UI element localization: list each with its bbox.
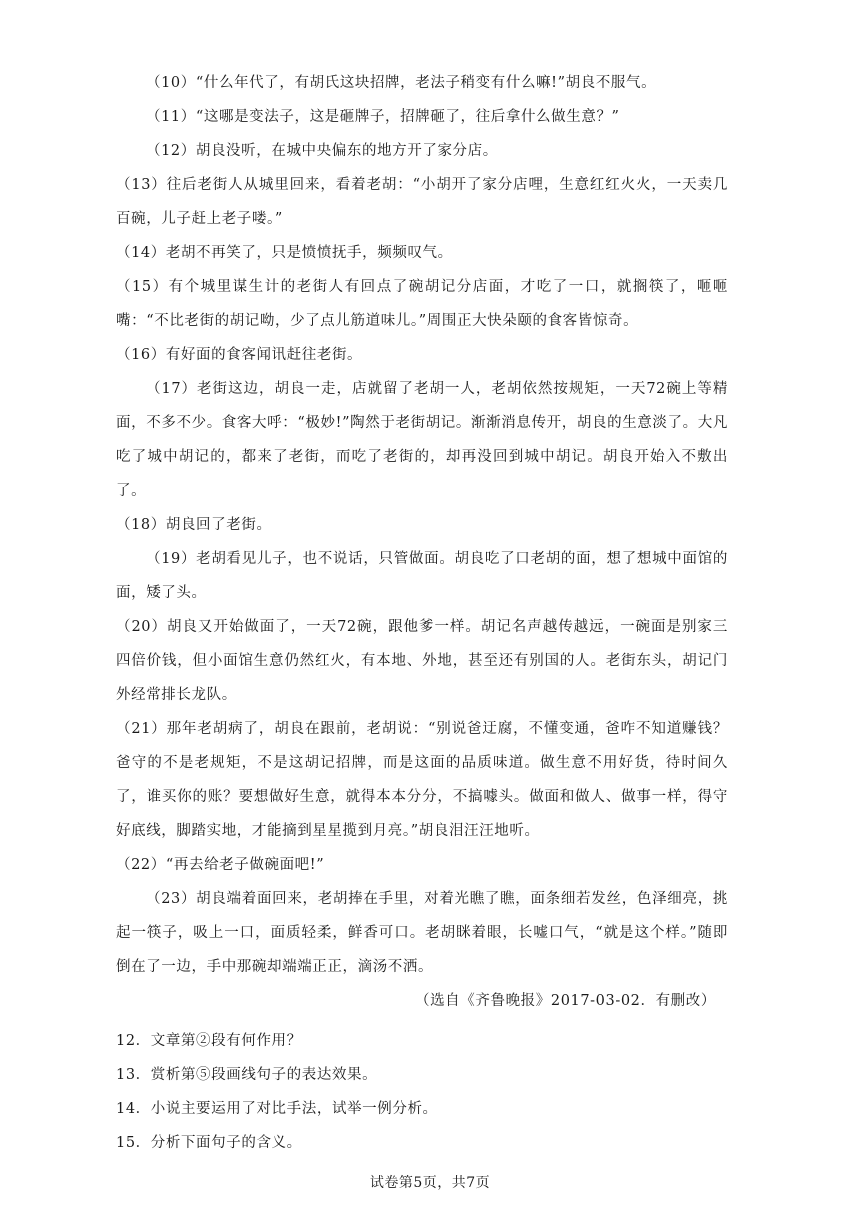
- paragraph-p23: （23）胡良端着面回来，老胡捧在手里，对着光瞧了瞧，面条细若发丝，色泽细亮，挑起一筷子，吸上一口，面质轻柔，鲜香可口。老胡眯着眼，长嘘口气，“就是这个样。”随即倒在了一边，手中那碗却端端正正，滴汤不洒。: [116, 891, 728, 975]
- question-list: [116, 1024, 728, 1160]
- question-item: 12．文章第②段有何作用？: [116, 1033, 302, 1049]
- article-source: （选自《齐鲁晚报》2017-03-02．有删改）: [414, 993, 716, 1009]
- paragraph-p18: （18）胡良回了老街。: [116, 517, 272, 533]
- story-paragraphs: [116, 66, 728, 984]
- paragraph-p19: （19）老胡看见儿子，也不说话，只管做面。胡良吃了口老胡的面，想了想城中面馆的面，矮了头。: [116, 551, 728, 601]
- paragraph-p12: （12）胡良没听，在城中央偏东的地方开了家分店。: [146, 143, 498, 159]
- page-footer: 试卷第5页，共7页: [369, 1175, 491, 1191]
- paragraph-p14: （14）老胡不再笑了，只是愤愤抚手，频频叹气。: [116, 245, 453, 261]
- paragraph-p17: （17）老街这边，胡良一走，店就留了老胡一人，老胡依然按规矩，一天72碗上等精面，不多不少。食客大呼：“极妙!”陶然于老街胡记。渐渐消息传开，胡良的生意淡了。大凡吃了城中胡记的，都来了老街，而吃了老街的，却再没回到城中胡记。胡良开始入不敷出了。: [116, 381, 728, 499]
- paragraph-p20: （20）胡良又开始做面了，一天72碗，跟他爹一样。胡记名声越传越远，一碗面是别家三四倍价钱，但小面馆生意仍然红火，有本地、外地，甚至还有别国的人。老街东头，胡记门外经常排长龙队。: [116, 619, 728, 703]
- question-item: 15．分析下面句子的含义。: [116, 1135, 302, 1151]
- question-item: 13．赏析第⑤段画线句子的表达效果。: [116, 1067, 378, 1083]
- paragraph-p13: （13）往后老街人从城里回来，看着老胡：“小胡开了家分店哩，生意红红火火，一天卖几百碗，儿子赶上老子喽。”: [116, 177, 728, 227]
- paragraph-p21: （21）那年老胡病了，胡良在跟前，老胡说：“别说爸迂腐，不懂变通，爸咋不知道赚钱？爸守的不是老规矩，不是这胡记招牌，而是这面的品质味道。做生意不用好货，待时间久了，谁买你的账？要想做好生意，就得本本分分，不搞噱头。做面和做人、做事一样，得守好底线，脚踏实地，才能摘到星星揽到月亮。”胡良泪汪汪地听。: [116, 721, 728, 839]
- article-body: [116, 66, 728, 1160]
- paragraph-p11: （11）“这哪是变法子，这是砸牌子，招牌砸了，往后拿什么做生意？”: [146, 109, 620, 125]
- question-item: 14．小说主要运用了对比手法，试举一例分析。: [116, 1101, 438, 1117]
- paragraph-p22: （22）“再去给老子做碗面吧!”: [116, 857, 325, 873]
- paragraph-p10: （10）“什么年代了，有胡氏这块招牌，老法子稍变有什么嘛!”胡良不服气。: [146, 75, 657, 91]
- paragraph-p15: （15）有个城里谋生计的老街人有回点了碗胡记分店面，才吃了一口，就搁筷了，咂咂嘴：“不比老街的胡记呦，少了点儿筋道味儿。”周围正大快朵颐的食客皆惊奇。: [116, 279, 728, 329]
- paragraph-p16: （16）有好面的食客闻讯赶往老街。: [116, 347, 363, 363]
